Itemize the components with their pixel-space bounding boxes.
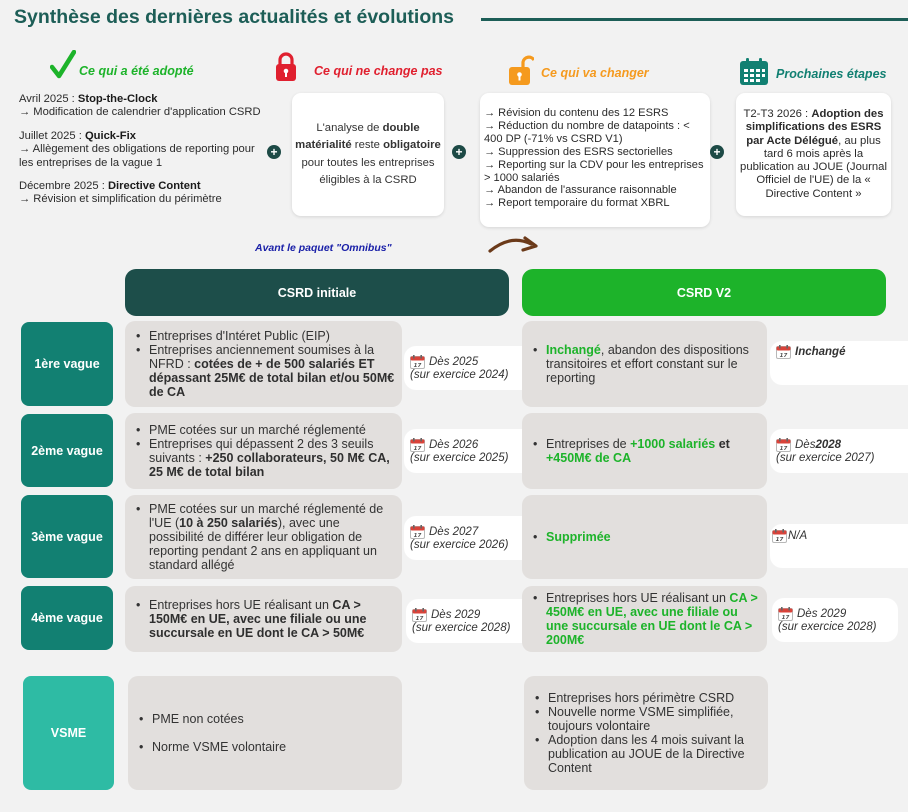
list-item xyxy=(532,591,763,647)
plus-icon: + xyxy=(267,145,281,159)
cell-green: +1000 salariés xyxy=(630,437,716,451)
date-sub: (sur exercice 2024) xyxy=(410,368,509,381)
next-steps-header xyxy=(739,58,886,89)
date-label: Dès 2026 xyxy=(429,438,479,451)
date-pill-v2-vague-2 xyxy=(770,429,908,473)
cell-text: Entreprises qui dépassent 2 des 3 seuils suivants : xyxy=(149,437,374,465)
cell-text: Entreprises hors UE réalisant un xyxy=(546,591,730,605)
calendar-icon xyxy=(772,529,787,543)
unchanged-text-bold: double matérialité xyxy=(295,121,420,151)
cell-text: Entreprises anciennement soumises à la NFRD : xyxy=(149,343,375,371)
next-steps-bold: Adoption des simplifications des ESRS par Acte Délégué xyxy=(745,107,884,147)
cell-text: Entreprises hors UE réalisant un xyxy=(149,598,333,612)
date-sub: (sur exercice 2028) xyxy=(778,620,877,633)
list-item: • PME non cotées xyxy=(138,712,394,726)
row-label-vsme: VSME xyxy=(23,676,114,790)
cell-v2-vague-4 xyxy=(522,586,767,652)
adopted-header-label: Ce qui a été adopté xyxy=(79,63,194,78)
cell-green: Inchangé xyxy=(546,343,601,357)
cell-initial-vague-2 xyxy=(125,413,402,489)
cell-text: PME cotées sur un marché réglementé de l'UE ( xyxy=(149,502,384,530)
cell-initial-vague-1 xyxy=(125,321,402,407)
date-label: Inchangé xyxy=(795,345,846,358)
cell-text: ), avec une possibilité de différer leur obligation de reporting pendant 2 ans en appliquant un standard allégé xyxy=(149,516,377,572)
date-pill-v2-vague-1 xyxy=(770,341,908,385)
next-steps-header-label: Prochaines étapes xyxy=(776,66,887,81)
changing-header xyxy=(508,54,649,89)
svg-text:17: 17 xyxy=(781,614,790,621)
changing-header-label: Ce qui va changer xyxy=(541,65,649,80)
list-item: • Norme VSME volontaire xyxy=(138,740,394,754)
row-label-vague-3: 3ème vague xyxy=(21,495,113,578)
list-item xyxy=(532,343,759,385)
calendar-icon xyxy=(410,525,425,539)
adopted-item-detail: → Révision et simplification du périmètre xyxy=(19,193,222,206)
cell-green: Supprimée xyxy=(546,530,611,544)
cell-bold: cotées de + de 500 salariés ET dépassant 25M€ de total bilan et/ou 50M€ de CA xyxy=(149,357,395,399)
svg-text:17: 17 xyxy=(775,537,784,543)
cell-initial-vague-3 xyxy=(125,495,402,579)
next-steps-rest: , au plus tard 6 mois après la publication au JOUE (Journal Officiel de l'UE) de la « Directive Content » xyxy=(740,134,887,200)
svg-text:17: 17 xyxy=(415,615,424,622)
adopted-item-date: Décembre 2025 : xyxy=(19,180,108,193)
unchanged-header xyxy=(274,52,443,85)
cell-bold: et xyxy=(715,437,730,451)
adopted-header xyxy=(50,50,194,83)
calendar-icon xyxy=(776,345,791,359)
calendar-icon xyxy=(739,58,769,89)
date-label-bold: 2028 xyxy=(815,438,842,451)
adopted-item-date: Avril 2025 : xyxy=(19,93,78,105)
adopted-item-detail: → Modification de calendrier d'application CSRD xyxy=(19,106,261,119)
calendar-icon xyxy=(410,355,425,369)
unchanged-text-part: L'analyse de xyxy=(316,121,383,134)
date-label: N/A xyxy=(788,529,808,542)
unchanged-text-bold: obligatoire xyxy=(383,139,441,151)
adopted-item-name: Quick-Fix xyxy=(84,129,136,142)
title-divider xyxy=(481,18,908,21)
next-steps-text xyxy=(740,108,887,201)
adopted-item-date: Juillet 2025 : xyxy=(19,129,85,142)
date-sub: (sur exercice 2027) xyxy=(776,451,875,464)
cell-bold: CA > 150M€ en UE, avec une filiale ou une succursale en UE dont le CA > 50M€ xyxy=(149,598,367,640)
adopted-list xyxy=(19,93,264,217)
checkmark-icon xyxy=(50,50,76,83)
svg-text:17: 17 xyxy=(413,532,422,539)
date-label: Dès 2029 xyxy=(431,608,481,621)
lock-icon xyxy=(274,52,298,85)
row-label-vague-1: 1ère vague xyxy=(21,322,113,406)
unchanged-header-label: Ce qui ne change pas xyxy=(314,63,443,78)
date-pill-initial-vague-4 xyxy=(406,599,522,643)
list-item xyxy=(135,329,396,343)
cell-initial-vague-4 xyxy=(125,586,402,652)
date-sub: (sur exercice 2028) xyxy=(412,621,511,634)
cell-green: CA > 450M€ en UE, avec une filiale ou une succursale en UE dont le CA > 200M€ xyxy=(546,591,758,647)
adopted-item-directive-content xyxy=(19,180,264,207)
next-steps-card xyxy=(736,93,891,216)
date-pill-initial-vague-2 xyxy=(404,429,522,473)
next-steps-date: T2-T3 2026 : xyxy=(743,107,812,120)
list-item xyxy=(135,598,394,640)
list-item xyxy=(532,437,759,465)
cell-green: +450M€ de CA xyxy=(546,451,632,465)
curved-arrow-icon xyxy=(487,232,543,261)
omnibus-label: Avant le paquet "Omnibus" xyxy=(255,242,392,254)
plus-icon: + xyxy=(452,145,466,159)
calendar-icon xyxy=(412,608,427,622)
cell-v2-vsme xyxy=(524,676,768,790)
changing-item: → Report temporaire du format XBRL xyxy=(484,197,670,210)
date-pill-v2-vague-3 xyxy=(770,524,908,568)
row-label-vague-2: 2ème vague xyxy=(21,414,113,487)
unchanged-text-part: pour toutes les entreprises éligibles à la CSRD xyxy=(301,156,435,186)
unchanged-card xyxy=(292,93,444,216)
changing-item: → Abandon de l'assurance raisonnable xyxy=(484,184,677,197)
date-pill-initial-vague-3 xyxy=(404,516,522,560)
calendar-icon xyxy=(776,438,791,452)
cell-bold: 10 à 250 salariés xyxy=(179,516,278,530)
cell-v2-vague-3 xyxy=(522,495,767,579)
date-sub: (sur exercice 2025) xyxy=(410,451,509,464)
header-csrd-v2: CSRD V2 xyxy=(522,269,886,316)
changing-list xyxy=(484,107,704,210)
adopted-item-quick-fix xyxy=(19,130,264,170)
row-label-vague-4: 4ème vague xyxy=(21,586,113,650)
changing-item: → Réduction du nombre de datapoints : < 400 DP (-71% vs CSRD V1) xyxy=(484,119,690,145)
page-title: Synthèse des dernières actualités et évolutions xyxy=(14,6,454,28)
changing-card xyxy=(480,93,710,227)
cell-v2-vague-1 xyxy=(522,321,767,407)
cell-v2-vague-2 xyxy=(522,413,767,489)
adopted-item-stop-the-clock xyxy=(19,93,264,120)
adopted-item-detail: → Allègement des obligations de reporting pour les entreprises de la vague 1 xyxy=(19,143,255,169)
cell-text: PME cotées sur un marché réglementé xyxy=(149,423,366,437)
list-item xyxy=(135,423,396,437)
changing-item: → Révision du contenu des 12 ESRS xyxy=(484,107,669,119)
date-label: Dès 2027 xyxy=(429,525,479,538)
cell-text: , abandon des dispositions transitoires et effort constant sur le reporting xyxy=(546,343,749,385)
date-pill-initial-vague-1 xyxy=(404,346,522,390)
svg-text:17: 17 xyxy=(779,353,788,359)
calendar-icon xyxy=(778,607,793,621)
date-sub: (sur exercice 2026) xyxy=(410,538,509,551)
list-item xyxy=(135,502,396,572)
unchanged-text-part: reste xyxy=(351,139,384,151)
date-label: Dès xyxy=(795,438,816,451)
calendar-icon xyxy=(410,438,425,452)
list-item: • Nouvelle norme VSME simplifiée, toujours volontaire xyxy=(534,705,760,733)
adopted-item-name: Directive Content xyxy=(107,180,201,193)
list-item xyxy=(135,343,396,399)
svg-text:17: 17 xyxy=(779,445,788,452)
adopted-item-name: Stop-the-Clock xyxy=(77,93,158,105)
svg-text:17: 17 xyxy=(413,362,422,369)
svg-text:17: 17 xyxy=(413,445,422,452)
list-item: • Entreprises hors périmètre CSRD xyxy=(534,691,760,705)
cell-initial-vsme xyxy=(128,676,402,790)
list-item xyxy=(135,437,396,479)
list-item xyxy=(532,530,759,544)
header-csrd-initiale: CSRD initiale xyxy=(125,269,509,316)
changing-item: → Suppression des ESRS sectorielles xyxy=(484,145,673,158)
cell-text: Entreprises d'Intéret Public (EIP) xyxy=(149,329,330,343)
unlock-icon xyxy=(508,54,534,89)
list-item: • Adoption dans les 4 mois suivant la publication au JOUE de la Directive Content xyxy=(534,733,760,775)
changing-item: → Reporting sur la CDV pour les entreprises > 1000 salariés xyxy=(484,158,704,184)
cell-bold: +250 collaborateurs, 50 M€ CA, 25 M€ de total bilan xyxy=(149,451,390,479)
date-label: Dès 2029 xyxy=(797,607,847,620)
date-label: Dès 2025 xyxy=(429,355,479,368)
cell-text: Entreprises de xyxy=(546,437,631,451)
unchanged-text xyxy=(295,120,441,190)
date-pill-v2-vague-4 xyxy=(772,598,898,642)
plus-icon: + xyxy=(710,145,724,159)
